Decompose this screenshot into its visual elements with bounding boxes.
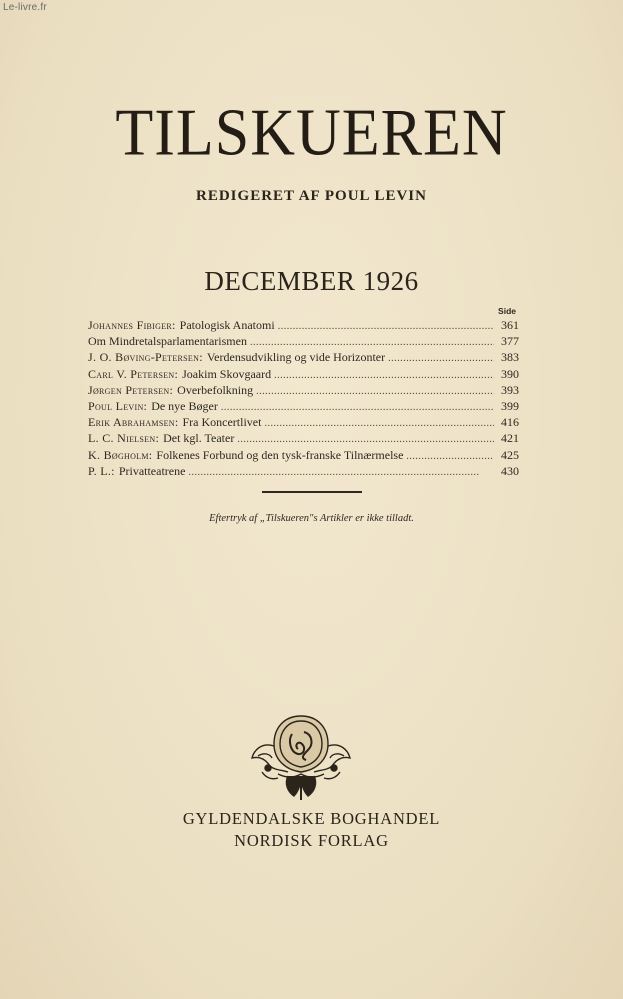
publisher-name: GYLDENDALSKE BOGHANDEL [182,809,441,828]
toc-entry-title: De nye Bøger [151,398,218,413]
toc-entry-page: 416 [501,415,519,430]
toc-entry [88,464,519,480]
toc-entry-title: Folkenes Forbund og den tysk-franske Tilnærmelse [156,447,404,462]
toc-entry-title: Om Mindretalsparlamentarismen [88,334,247,349]
toc-entry-page: 361 [501,318,519,332]
dot-leader [188,467,494,478]
toc-entry-page: 421 [501,431,519,446]
toc-entry-title: Overbefolkning [177,382,254,397]
toc-entry-page: 430 [501,463,519,478]
issue-date: DECEMBER 1926 [204,266,419,296]
toc-entry-page: 390 [501,366,519,381]
toc-entry-author: L. C. Nielsen: [88,431,160,446]
toc-entry-page: 393 [501,382,519,397]
toc-entry-title: Joakim Skovgaard [182,366,272,381]
watermark-text: Le-livre.fr [3,2,47,13]
publisher-imprint: NORDISK FORLAG [234,831,389,850]
toc-entry-title: Patologisk Anatomi [179,318,275,332]
dot-leader [264,418,494,429]
magazine-title: TILSKUEREN [115,96,508,170]
toc-entry-author: Poul Levin: [88,398,148,413]
toc-entry [88,399,519,415]
dot-leader [278,321,494,332]
toc-entry [88,415,519,431]
toc-entry-author: Johannes Fibiger: [88,318,176,332]
toc-entry [88,431,519,447]
toc-entry-page: 425 [501,447,519,462]
divider-rule [262,491,362,493]
toc-entry-title: Verdensudvikling og vide Horizonter [206,350,386,365]
page-column-header: Side [498,306,516,316]
toc-entry [88,350,519,366]
toc-entry-author: P. L.: [88,463,115,478]
toc-entry [88,367,519,383]
toc-entry-page: 383 [501,350,519,365]
dot-leader [250,337,494,348]
toc-entry [88,318,519,334]
reprint-notice: Eftertryk af „Tilskueren"s Artikler er ikke tilladt. [209,513,414,524]
toc-entry-author: Jørgen Petersen: [88,382,174,397]
toc-entry [88,448,519,464]
dot-leader [274,370,494,381]
toc-entry [88,334,519,350]
toc-entries [88,318,519,480]
dot-leader [388,353,494,364]
toc-entry-title: Privatteatrene [118,463,186,478]
toc-entry [88,383,519,399]
toc-entry-title: Det kgl. Teater [163,431,235,446]
table-of-contents [88,306,519,480]
dot-leader [221,402,494,413]
toc-entry-page: 399 [501,398,519,413]
toc-entry-author: Erik Abrahamsen: [88,415,179,430]
toc-entry-author: J. O. Bøving-Petersen: [88,350,203,365]
dot-leader [256,386,494,397]
dot-leader [237,434,494,445]
editor-line: REDIGERET AF POUL LEVIN [196,188,427,204]
toc-entry-author: K. Bøgholm: [88,447,153,462]
toc-entry-title: Fra Koncertlivet [182,415,262,430]
toc-entry-page: 377 [501,334,519,349]
toc-entry-author: Carl V. Petersen: [88,366,179,381]
dot-leader [406,451,494,462]
publisher-monogram-icon [248,712,354,802]
